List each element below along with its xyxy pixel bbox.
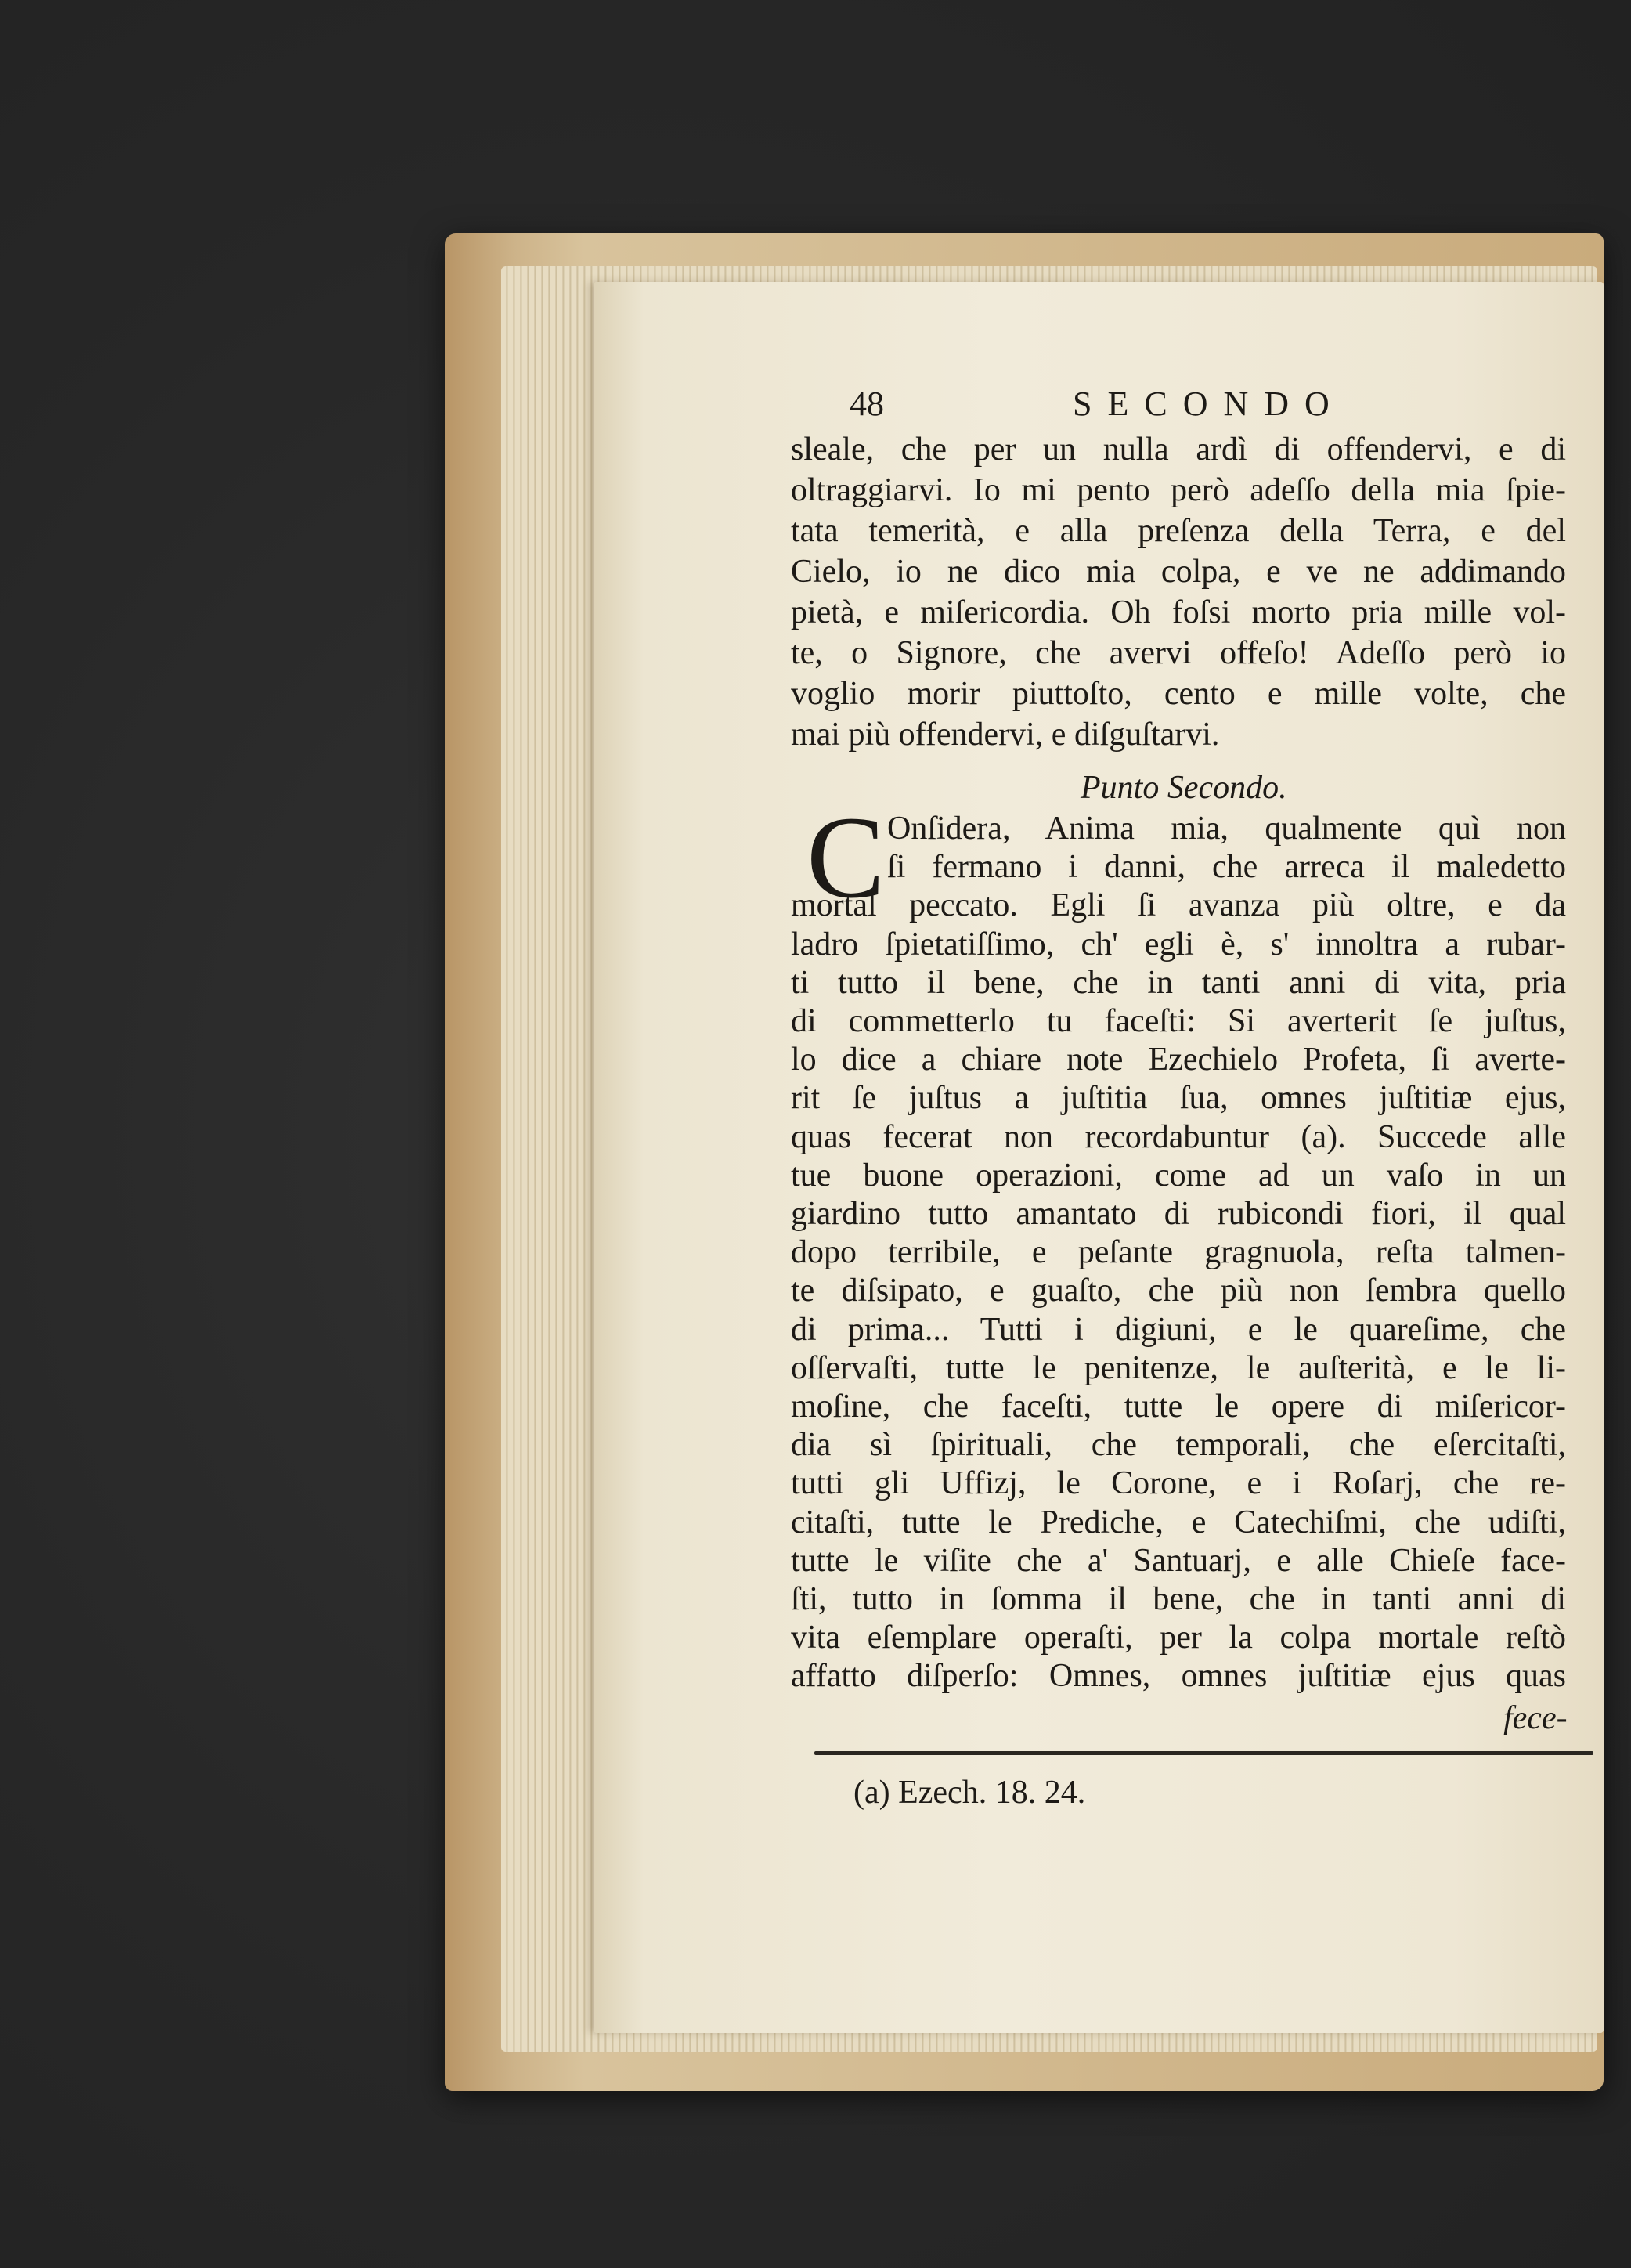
text-line: rit ſe juſtus a juſtitia ſua, omnes juſtitiæ ejus, (791, 1080, 1566, 1116)
text-line: Cielo, io ne dico mia colpa, e ve ne addimando (791, 554, 1566, 590)
text-line: ladro ſpietatiſſimo, ch' egli è, s' innoltra a rubar- (791, 926, 1566, 962)
footnote-rule (814, 1751, 1593, 1755)
text-line: mai più offendervi, e diſguſtarvi. (791, 717, 1220, 753)
text-line: tata temerità, e alla preſenza della Terra, e del (791, 513, 1566, 549)
text-line: dia sì ſpirituali, che temporali, che eſercitaſti, (791, 1427, 1566, 1463)
text-line: oſſervaſti, tutte le penitenze, le auſterità, e le li- (791, 1350, 1566, 1386)
text-line: voglio morir piuttoſto, cento e mille volte, che (791, 676, 1566, 712)
footnote: (a) Ezech. 18. 24. (853, 1775, 1086, 1811)
text-line: vita eſemplare operaſti, per la colpa mortale reſtò (791, 1620, 1566, 1656)
text-line: lo dice a chiare note Ezechielo Profeta, ſi averte- (791, 1042, 1566, 1078)
text-line: dopo terribile, e peſante gragnuola, reſta talmen- (791, 1234, 1566, 1270)
text-line: citaſti, tutte le Prediche, e Catechiſmi, che udiſti, (791, 1504, 1566, 1540)
text-line: te, o Signore, che avervi offeſo! Adeſſo però io (791, 635, 1566, 671)
text-line: tutti gli Uffizj, le Corone, e i Roſarj, che re- (791, 1465, 1566, 1501)
page-number: 48 (850, 385, 884, 423)
text-line: oltraggiarvi. Io mi pento però adeſſo della mia ſpie- (791, 472, 1566, 508)
drop-capital: C (806, 793, 886, 923)
text-line: ſti, tutto in ſomma il bene, che in tanti anni di (791, 1581, 1566, 1617)
text-line: Onſidera, Anima mia, qualmente quì non (887, 811, 1566, 847)
text-line: moſine, che faceſti, tutte le opere di miſericor- (791, 1389, 1566, 1425)
running-head: SECONDO (1073, 385, 1345, 423)
text-line: quas fecerat non recordabuntur (a). Succede alle (791, 1119, 1566, 1155)
text-line: mortal peccato. Egli ſi avanza più oltre, e da (791, 887, 1566, 923)
text-line: sleale, che per un nulla ardì di offendervi, e di (791, 432, 1566, 468)
text-line: giardino tutto amantato di rubicondi fiori, il qual (791, 1196, 1566, 1232)
text-line: ti tutto il bene, che in tanti anni di vita, pria (791, 965, 1566, 1001)
text-line: di commetterlo tu faceſti: Si averterit ſe juſtus, (791, 1003, 1566, 1039)
text-line: di prima... Tutti i digiuni, e le quareſime, che (791, 1312, 1566, 1348)
text-line: affatto diſperſo: Omnes, omnes juſtitiæ ejus quas (791, 1658, 1566, 1694)
text-line: tue buone operazioni, come ad un vaſo in un (791, 1157, 1566, 1194)
text-line: tutte le viſite che a' Santuarj, e alle Chieſe face- (791, 1543, 1566, 1579)
text-line: pietà, e miſericordia. Oh foſsi morto pria mille vol- (791, 594, 1566, 630)
section-heading: Punto Secondo. (1081, 770, 1287, 806)
catchword: fece- (1503, 1700, 1568, 1736)
text-line: ſi fermano i danni, che arreca il maledetto (887, 849, 1566, 885)
text-line: te diſsipato, e guaſto, che più non ſembra quello (791, 1273, 1566, 1309)
